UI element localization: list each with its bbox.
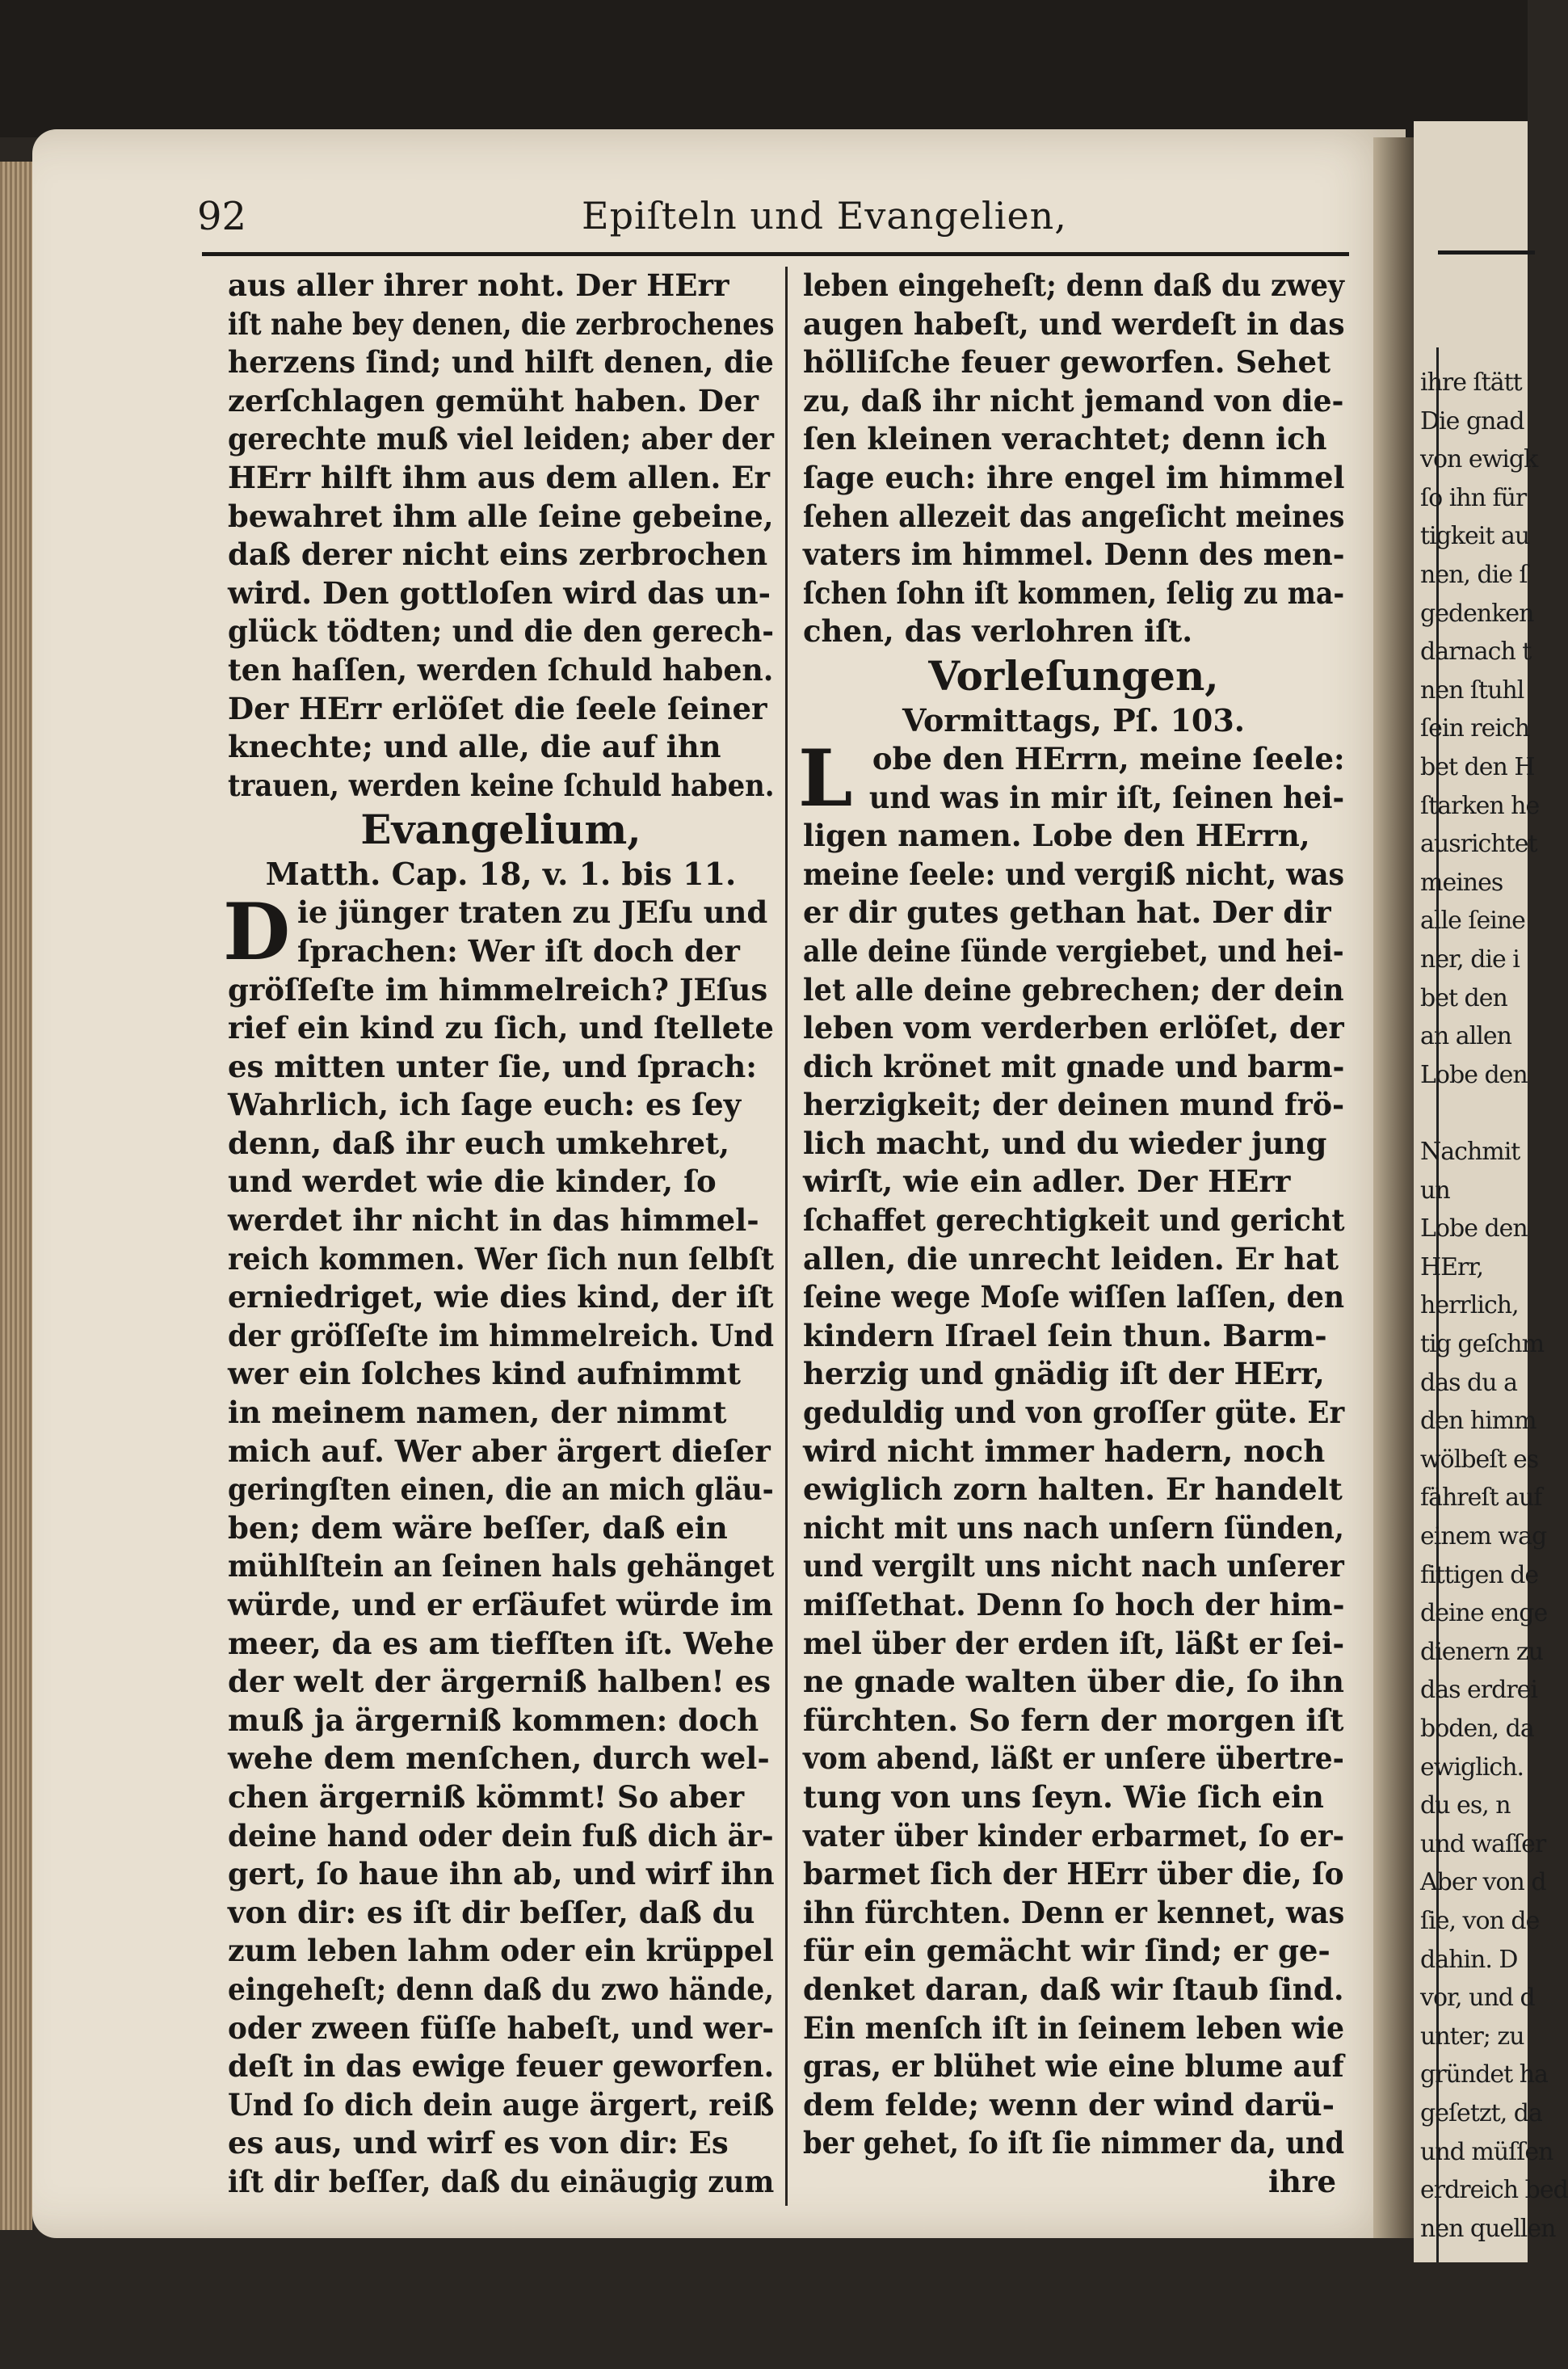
next-page-text-fragment: ſein reich	[1420, 714, 1530, 743]
next-page-text-fragment: das du a	[1420, 1368, 1517, 1397]
text-line: mühlſtein an ſeinen hals gehänget	[228, 1548, 775, 1584]
text-line: ſen kleinen verachtet; denn ich	[803, 421, 1327, 457]
initial-line-text: ſprachen: Wer iſt doch der	[297, 932, 740, 969]
text-line: und vergilt uns nicht nach unſerer	[803, 1548, 1344, 1584]
drop-cap-initial: L	[798, 732, 853, 824]
text-line: iſt dir beſſer, daß du einäugig zum	[228, 2163, 775, 2199]
next-page-text-fragment: und waſſer	[1420, 1829, 1546, 1858]
next-page-text-fragment: ewiglich.	[1420, 1753, 1524, 1782]
text-line: denket daran, daß wir ſtaub ſind.	[803, 1971, 1344, 2007]
text-line	[228, 932, 774, 971]
text-line: lich macht, und du wieder jung	[803, 1125, 1327, 1161]
next-page-text-fragment: Lobe den	[1420, 1060, 1528, 1089]
text-line: wer ein ſolches kind aufnimmt	[228, 1356, 741, 1392]
next-page-text-fragment: alle ſeine	[1420, 907, 1525, 936]
text-line: meine ſeele: und vergiß nicht, was	[803, 856, 1345, 892]
text-line: let alle deine gebrechen; der dein	[803, 971, 1344, 1008]
next-page-text-fragment: und müſſen	[1420, 2137, 1553, 2166]
text-line: mel über der erden iſt, läßt er ſei-	[803, 1625, 1345, 1661]
next-page-text-fragment: ner, die i	[1420, 945, 1520, 974]
next-page-text-fragment: darnach t	[1420, 637, 1532, 667]
text-line: denn, daß ihr euch umkehret,	[228, 1125, 730, 1161]
text-line: zerſchlagen gemüht haben. Der	[228, 382, 759, 419]
page-number: 92	[197, 194, 247, 239]
next-page-text-fragment: ausrichtet	[1420, 830, 1537, 859]
text-line: tung von uns ſeyn. Wie ſich ein	[803, 1778, 1324, 1815]
text-line: leben eingeheſt; denn daß du zwey	[803, 267, 1344, 303]
next-page-text-fragment: einem wag	[1420, 1522, 1547, 1551]
text-line: würde, und er erſäufet würde im	[228, 1587, 773, 1622]
next-page-text-fragment: nen quellen	[1420, 2214, 1556, 2243]
text-line: Der HErr erlöſet die ſeele ſeiner	[228, 690, 767, 726]
text-line: und werdet wie die kinder, ſo	[228, 1163, 717, 1200]
next-page-text-fragment: ihre ſtätt	[1420, 368, 1522, 397]
text-line: kindern Iſrael ſein thun. Barm-	[803, 1317, 1327, 1353]
column-divider	[785, 267, 788, 2206]
next-page-text-fragment: den himm	[1420, 1407, 1536, 1436]
text-line: vater über kinder erbarmet, ſo er-	[803, 1817, 1345, 1854]
next-page-text-fragment: gedenken	[1420, 599, 1534, 628]
text-line: ſage euch: ihre engel im himmel	[803, 459, 1345, 495]
text-line: geduldig und von groſſer güte. Er	[803, 1395, 1345, 1431]
text-line: wird. Den gottloſen wird das un-	[228, 574, 771, 611]
next-page-text-fragment: vor, und d	[1420, 1984, 1535, 2013]
text-line: werdet ihr nicht in das himmel-	[228, 1202, 759, 1239]
text-line: trauen, werden keine ſchuld haben.	[228, 767, 775, 803]
next-page-text-fragment: nen ſtuhl	[1420, 675, 1524, 705]
text-line: knechte; und alle, die auf ihn	[228, 729, 721, 765]
text-line: gerechte muß viel leiden; aber der	[228, 421, 775, 457]
text-line: Ein menſch iſt in ſeinem leben wie	[803, 2009, 1345, 2046]
next-page-text-fragment: meines	[1420, 868, 1503, 897]
text-line: deſt in das ewige feuer geworfen.	[228, 2048, 775, 2085]
next-page-text-fragment: das erdrei	[1420, 1676, 1538, 1705]
text-line: fürchten. So fern der morgen iſt	[803, 1702, 1344, 1738]
text-line: alle deine ſünde vergiebet, und hei-	[803, 932, 1344, 969]
text-line: glück tödten; und die den gerech-	[228, 613, 775, 650]
initial-line-text: und was in mir iſt, ſeinen hei-	[868, 779, 1345, 815]
text-line: muß ja ärgerniß kommen: doch	[228, 1702, 759, 1738]
text-line: zum leben lahm oder ein krüppel	[228, 1933, 774, 1969]
text-line: geringſten einen, die an mich gläu-	[228, 1471, 774, 1508]
next-page-text-fragment: un	[1420, 1176, 1450, 1205]
text-line: Wahrlich, ich ſage euch: es ſey	[228, 1087, 742, 1123]
text-line: ihn fürchten. Denn er kennet, was	[803, 1894, 1345, 1930]
left-column	[223, 267, 775, 2202]
catchword: ihre	[1268, 2163, 1336, 2199]
text-line: Und ſo dich dein auge ärgert, reiß	[228, 2086, 775, 2123]
next-page-text-fragment: bet den H	[1420, 753, 1535, 781]
text-line: ne gnade walten über die, ſo ihn	[803, 1664, 1344, 1700]
text-line: ſchen ſohn iſt kommen, ſelig zu ma-	[803, 574, 1345, 611]
text-line: oder zween füſſe habeſt, und wer-	[228, 2009, 775, 2046]
text-line: chen, das verlohren iſt.	[803, 613, 1193, 650]
text-line: ſchaffet gerechtigkeit und gericht	[803, 1202, 1345, 1239]
next-page-text-fragment: ſie, von de	[1420, 1907, 1540, 1935]
text-line: mich auf. Wer aber ärgert dieſer	[228, 1433, 771, 1469]
text-line: erniedriget, wie dies kind, der iſt	[228, 1279, 774, 1315]
text-line: aus aller ihrer noht. Der HErr	[228, 267, 729, 303]
text-line: daß derer nicht eins zerbrochen	[228, 536, 768, 573]
next-page-text-fragment: Aber von d	[1420, 1868, 1546, 1897]
text-line: für ein gemächt wir ſind; er ge-	[803, 1933, 1330, 1969]
text-line: reich kommen. Wer ſich nun ſelbſt	[228, 1240, 775, 1277]
text-line: der welt der ärgerniß halben! es	[228, 1664, 771, 1700]
text-line: leben vom verderben erlöſet, der	[803, 1010, 1344, 1046]
next-page-text-fragment: bet den	[1420, 983, 1507, 1012]
next-page-text-fragment: du es, n	[1420, 1791, 1511, 1820]
text-line: herzens ſind; und hilft denen, die	[228, 344, 774, 381]
section-reference: Vormittags, Pſ. 103.	[902, 701, 1246, 738]
text-line: nicht mit uns nach unſern ſünden,	[803, 1509, 1344, 1546]
text-line: rief ein kind zu ſich, und ſtellete	[228, 1010, 774, 1046]
text-line: meer, da es am tiefſten iſt. Wehe	[228, 1625, 775, 1661]
text-line: in meinem namen, der nimmt	[228, 1395, 727, 1431]
next-page-text-fragment: tigkeit au	[1420, 522, 1530, 551]
text-line: herzigkeit; der deinen mund frö-	[803, 1087, 1345, 1123]
text-line: iſt nahe bey denen, die zerbrochenes	[228, 305, 775, 342]
text-line: wirſt, wie ein adler. Der HErr	[803, 1163, 1291, 1200]
next-page-text-fragment: Die gnad	[1420, 406, 1524, 436]
initial-line-text: obe den HErrn, meine ſeele:	[872, 740, 1345, 776]
text-line: der gröſſeſte im himmelreich. Und	[228, 1317, 775, 1353]
text-line: es aus, und wirf es von dir: Es	[228, 2125, 729, 2161]
next-page-text-fragment: nen, die ſ	[1420, 561, 1528, 589]
background-shadow	[0, 0, 1528, 137]
next-page-text-fragment: fittigen de	[1420, 1560, 1539, 1589]
next-page-text-fragment: wölbeſt es	[1420, 1445, 1539, 1474]
text-line: augen habeſt, und werdeſt in das	[803, 305, 1345, 342]
next-page-text-fragment: fähreſt auf	[1420, 1483, 1542, 1513]
initial-line-text: ie jünger traten zu JEſu und	[297, 894, 768, 931]
running-title: Epiſteln und Evangelien,	[582, 194, 1067, 238]
text-line: barmet ſich der HErr über die, ſo	[803, 1856, 1344, 1892]
text-line: ben; dem wäre beſſer, daß ein	[228, 1509, 728, 1546]
text-line: allen, die unrecht leiden. Er hat	[803, 1240, 1339, 1277]
book-page-edges	[0, 162, 32, 2230]
text-line: es mitten unter ſie, und ſprach:	[228, 1048, 757, 1084]
right-column	[798, 267, 1345, 2202]
next-page-text-fragment: gründet ha	[1420, 2060, 1548, 2089]
text-line: dich krönet mit gnade und barm-	[803, 1048, 1345, 1084]
next-page-text-fragment: HErr,	[1420, 1252, 1483, 1281]
text-line: zu, daß ihr nicht jemand von die-	[803, 382, 1344, 419]
text-line: gert, ſo haue ihn ab, und wirf ihn	[228, 1856, 775, 1892]
text-line: miſſethat. Denn ſo hoch der him-	[803, 1587, 1345, 1622]
next-page-text-fragment: ſtarken he	[1420, 791, 1540, 820]
next-page-text-fragment: tig geſchm	[1420, 1330, 1545, 1358]
next-page-text-fragment: dahin. D	[1420, 1945, 1518, 1974]
text-line: wird nicht immer hadern, noch	[803, 1433, 1326, 1469]
text-line: dem felde; wenn der wind darü-	[803, 2086, 1335, 2123]
section-reference: Matth. Cap. 18, v. 1. bis 11.	[265, 856, 737, 893]
text-line	[803, 779, 1345, 818]
next-page-rule	[1438, 250, 1535, 255]
text-line: chen ärgerniß kömmt! So aber	[228, 1778, 745, 1815]
next-page-text-fragment: von ewigk	[1420, 445, 1538, 474]
next-page-text-fragment: unter; zu	[1420, 2022, 1524, 2051]
next-page-text-fragment: boden, da	[1420, 1715, 1534, 1743]
text-line: ligen namen. Lobe den HErrn,	[803, 818, 1310, 854]
section-heading: Vorleſungen,	[928, 651, 1219, 700]
text-line: bewahret ihm alle ſeine gebeine,	[228, 498, 774, 534]
next-page-text-fragment: an allen	[1420, 1022, 1511, 1051]
text-line: gröſſeſte im himmelreich? JEſus	[228, 971, 768, 1008]
next-page-text-fragment: geſetzt, da	[1420, 2099, 1542, 2127]
text-line: ſehen allezeit das angeſicht meines	[803, 498, 1345, 534]
text-line: hölliſche feuer geworfen. Sehet	[803, 344, 1331, 381]
drop-cap-initial: D	[223, 886, 291, 978]
next-page-text-fragment: herrlich,	[1420, 1291, 1519, 1320]
next-page-text-fragment: Lobe den	[1420, 1214, 1528, 1243]
text-line: wehe dem menſchen, durch wel-	[228, 1740, 770, 1777]
header-rule	[202, 252, 1349, 256]
text-line: ber gehet, ſo iſt ſie nimmer da, und	[803, 2125, 1345, 2161]
text-line: herzig und gnädig iſt der HErr,	[803, 1356, 1325, 1392]
text-line: ewiglich zorn halten. Er handelt	[803, 1471, 1343, 1508]
text-line: HErr hilft ihm aus dem allen. Er	[228, 459, 770, 495]
text-line: vaters im himmel. Denn des men-	[803, 536, 1345, 573]
text-line: von dir: es iſt dir beſſer, daß du	[228, 1894, 755, 1930]
section-heading: Evangelium,	[360, 806, 641, 854]
text-line: ten haſſen, werden ſchuld haben.	[228, 651, 774, 688]
text-line: ſeine wege Moſe wiſſen laſſen, den	[803, 1279, 1345, 1315]
next-page-text-fragment: ſo ihn für	[1420, 483, 1527, 512]
next-page-edge	[1414, 121, 1568, 2262]
next-page-text-fragment: dienern zu	[1420, 1637, 1543, 1666]
text-line: gras, er blühet wie eine blume auf	[803, 2048, 1344, 2085]
next-page-text-fragment: deine enge	[1420, 1599, 1548, 1628]
text-line: deine hand oder dein fuß dich är-	[228, 1817, 774, 1854]
next-page-text-fragment: erdreich bed	[1420, 2176, 1568, 2205]
text-line: eingeheſt; denn daß du zwo hände,	[228, 1971, 775, 2007]
text-line: vom abend, läßt er unſere übertre-	[803, 1740, 1344, 1777]
next-page-text-fragment: Nachmit	[1420, 1138, 1520, 1166]
text-line: er dir gutes gethan hat. Der dir	[803, 894, 1331, 931]
